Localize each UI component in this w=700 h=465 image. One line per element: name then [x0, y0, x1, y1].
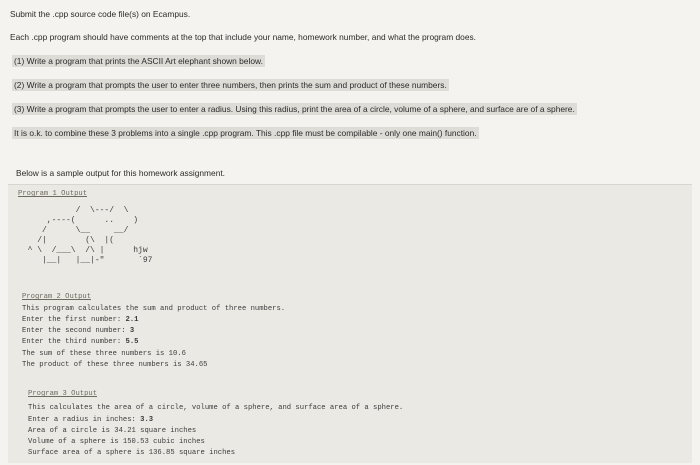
task-1: (1) Write a program that prints the ASCII Art elephant shown below.	[14, 56, 263, 66]
combine-note: It is o.k. to combine these 3 problems into a single .cpp program. This .cpp file must be compilable - only one main() function.	[14, 128, 477, 138]
program1-heading: Program 1 Output	[18, 190, 88, 198]
program2-prompt3: Enter the third number: 5.5	[22, 338, 139, 346]
program2-value2: 3	[129, 327, 135, 335]
program3-area: Area of a circle is 34.21 square inches	[28, 427, 197, 435]
submit-instruction: Submit the .cpp source code file(s) on Ecampus.	[10, 9, 191, 19]
program3-volume: Volume of a sphere is 150.53 cubic inches	[28, 438, 205, 446]
program3-prompt: Enter a radius in inches: 3.3	[28, 416, 154, 424]
program2-value3: 5.5	[125, 338, 139, 346]
task-3: (3) Write a program that prompts the user to enter a radius. Using this radius, print the area of a circle, volume of a sphere, and surface are of a sphere.	[14, 104, 575, 114]
program2-sum: The sum of these three numbers is 10.6	[22, 350, 186, 358]
program3-heading: Program 3 Output	[28, 390, 98, 398]
comments-instruction: Each .cpp program should have comments at the top that include your name, homework number, and what the program does.	[10, 32, 477, 42]
program2-heading: Program 2 Output	[22, 293, 92, 301]
program3-line1: This calculates the area of a circle, volume of a sphere, and surface area of a sphere.	[28, 404, 404, 412]
program2-product: The product of these three numbers is 34.65	[22, 361, 208, 369]
program3-surface: Surface area of a sphere is 136.85 square inches	[28, 449, 236, 457]
program2-value1: 2.1	[125, 316, 139, 324]
ascii-elephant: / \---/ \ ,----( .. ) / \__ __/ /| (\ |( ^ \ /___\ /\ | hjw |__| |__|-" `97	[27, 206, 153, 265]
program3-value: 3.3	[140, 416, 154, 424]
sample-intro: Below is a sample output for this homework assignment.	[16, 168, 226, 178]
task-2: (2) Write a program that prompts the user to enter three numbers, then prints the sum and product of these numbers.	[14, 80, 447, 90]
program2-line1: This program calculates the sum and product of three numbers.	[22, 305, 286, 313]
program2-prompt2: Enter the second number: 3	[22, 327, 135, 335]
program2-prompt1: Enter the first number: 2.1	[22, 316, 139, 324]
